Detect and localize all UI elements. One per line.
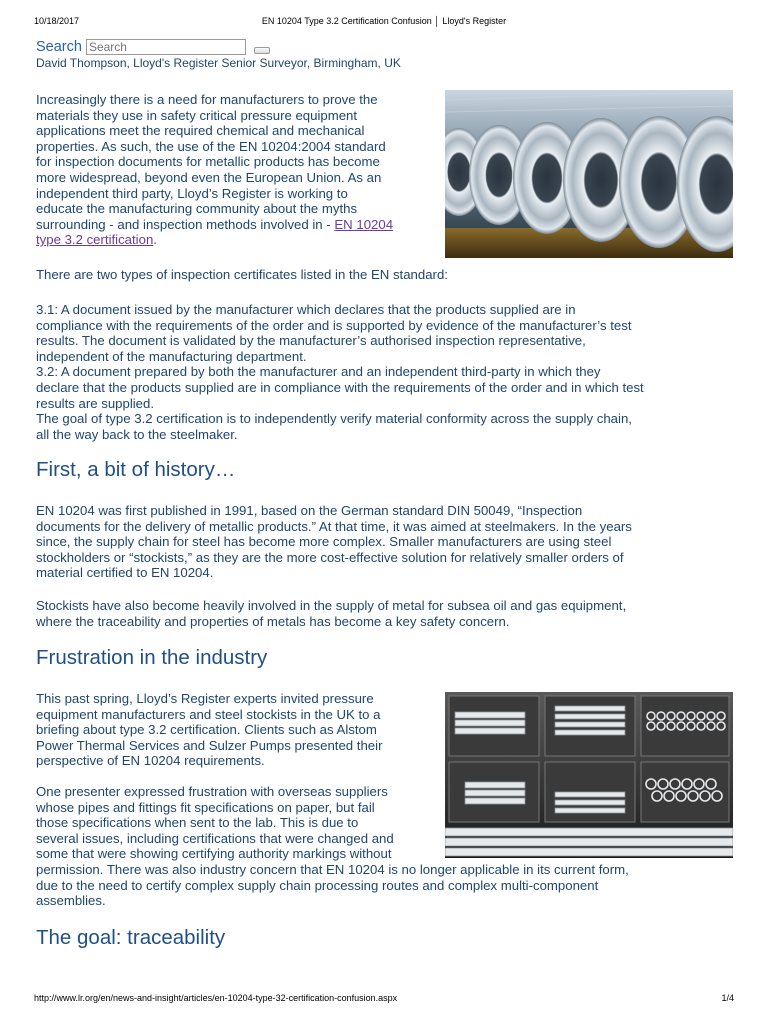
intro-line: Increasingly there is a need for manufacturers to prove the (36, 92, 378, 107)
intro-line: independent third party, Lloyd’s Register is working to (36, 185, 348, 201)
heading-goal: The goal: traceability (36, 926, 226, 949)
intro-line: more widespread, beyond even the European Union. As an (36, 169, 382, 185)
page-number: 1/4 (721, 993, 734, 1003)
author-byline: David Thompson, Lloyd's Register Senior Surveyor, Birmingham, UK (36, 56, 401, 70)
intro-line: applications meet the required chemical and mechanical (36, 123, 365, 139)
intro-line: educate the manufacturing community about the myths (36, 201, 358, 217)
frustration-paragraph-2: One presenter expressed frustration with overseas suppliers whose pipes and fittings fit specifications on paper, but fail those specifications when sent to the lab. This is due to several issues, including certifications that were changed and some that were showing certifying authority markings without permission. There was also industry concern that EN 10204 is no longer applicable in its current form, due to the need to certify complex supply chain processing routes and complex multi-component assemblies. (36, 784, 629, 909)
history-paragraph-2: Stockists have also become heavily involved in the supply of metal for subsea oil and gas equipment, where the traceability and properties of metals has become a key safety concern. (36, 598, 627, 629)
frustration-paragraph-1: This past spring, Lloyd’s Register experts invited pressure equipment manufacturers and steel stockists in the UK to a briefing about type 3.2 certification. Clients such as Alstom Power Thermal Services and Sulzer Pumps presented their perspective of EN 10204 requirements. (36, 691, 383, 769)
heading-frustration: Frustration in the industry (36, 646, 268, 669)
intro-paragraph: Increasingly there is a need for manufacturers to prove the materials they use in safety critical pressure equipment applications meet the required chemical and mechanical properties. As such, the use of the EN 10204:2004 standard for inspection documents for metallic products has become more widespread, beyond even the European Union. As an independent third party, Lloyd’s Register is working to educate the manufacturing community about the myths surrounding - and inspection methods involved in - EN 10204 type 3.2 certification. (36, 92, 394, 248)
search-input[interactable] (86, 39, 246, 55)
intro-line: for inspection documents for metallic products has become (36, 154, 380, 170)
intro-line: properties. As such, the use of the EN 10204:2004 standard (36, 138, 386, 154)
steel-coils-image (445, 90, 733, 258)
print-header (34, 16, 734, 30)
search-button[interactable] (254, 47, 270, 54)
print-title: EN 10204 Type 3.2 Certification Confusion │ Lloyd's Register (261, 16, 507, 26)
print-date: 10/18/2017 (34, 16, 80, 26)
intro-line: surrounding - and inspection methods involved in - (36, 216, 331, 232)
search-bar (36, 37, 270, 57)
two-types-intro: There are two types of inspection certificates listed in the EN standard: (36, 267, 448, 282)
type-31-definition: 3.1: A document issued by the manufacturer which declares that the products supplied are in compliance with the requirements of the order and is supported by evidence of the manufacturer’s test results. The document is validated by the manufacturer’s authorised inspection representative, independent of the manufacturing department. 3.2: A document prepared by both the manufacturer and an independent third-party in which they declare that the products supplied are in compliance with the requirements of the order and in which test results are supplied. The goal of type 3.2 certification is to independently verify material conformity across the supply chain, all the way back to the steelmaker. (36, 302, 644, 442)
print-url: http://www.lr.org/en/news-and-insight/articles/en-10204-type-32-certification-confusion.aspx (34, 993, 398, 1003)
print-footer (34, 993, 734, 1007)
intro-line: materials they use in safety critical pressure equipment (36, 107, 358, 123)
heading-history: First, a bit of history… (36, 458, 236, 481)
search-label: Search (36, 39, 82, 55)
history-paragraph-1: EN 10204 was first published in 1991, based on the German standard DIN 50049, “Inspection documents for the delivery of metallic products.” At that time, it was aimed at steelmakers. In the years since, the supply chain for steel has become more complex. Smaller manufacturers are using steel stockholders or “stockists,” as they are the more cost-effective solution for relatively smaller orders of material certified to EN 10204. (36, 503, 632, 581)
en10204-link[interactable]: EN 10204 type 3.2 certification (36, 216, 394, 248)
